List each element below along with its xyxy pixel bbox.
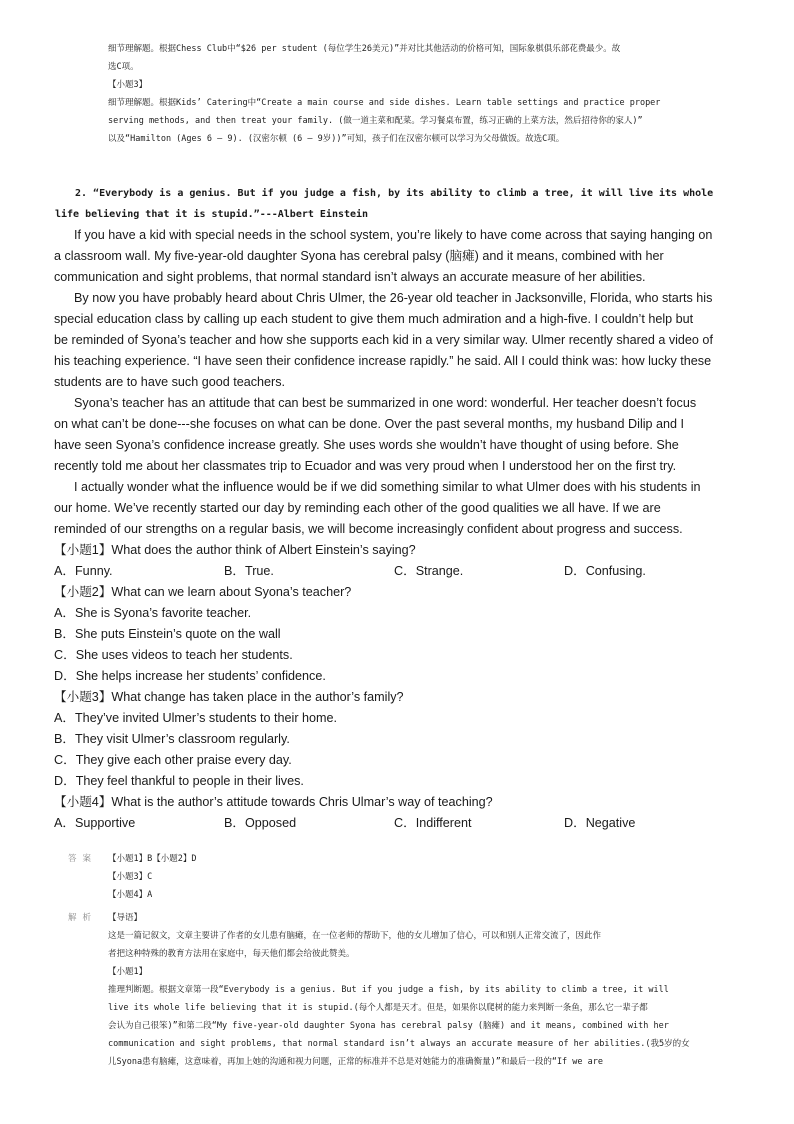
option: C．They give each other praise every day.: [54, 753, 292, 767]
answer-line: 【小题3】C: [108, 872, 153, 882]
passage-line: reminded of our strengths on a regular basis, we will become increasingly confident about progress and success.: [54, 522, 683, 536]
answer-label: 答案: [68, 854, 98, 864]
passage-line: on what can’t be done---she focuses on what can be done. Over the past several months, my husband Dilip and I: [54, 417, 685, 431]
passage-line: students are to have such good teachers.: [54, 375, 286, 389]
option: C．Strange.: [394, 564, 464, 578]
passage-line: recently told me about her classmates trip to Ecuador and was very proud when I understood her on the first try.: [54, 459, 677, 473]
question-header: [55, 183, 745, 225]
passage-line: be reminded of Syona’s teacher and how she supports each kid in a very similar way. Ulmer recently shared a video of: [54, 333, 713, 347]
passage-line: Syona’s teacher has an attitude that can best be summarized in one word: wonderful. Her teacher doesn’t focus: [74, 396, 697, 410]
options-row: [54, 813, 744, 834]
analysis-line: 儿Syona患有脑瘫，这意味着，再加上她的沟通和视力问题，正常的标准并不总是对她能力的准确衡量)”和最后一段的“If we are: [108, 1057, 604, 1067]
question-stem: 【小题2】What can we learn about Syona’s teacher?: [54, 585, 352, 599]
passage-line: have seen Syona’s confidence increase greatly. She uses words she wouldn’t have thought of using before. She: [54, 438, 679, 452]
options-row: [54, 561, 744, 582]
questions: [54, 540, 744, 834]
previous-question-analysis: [108, 40, 728, 148]
option: A．Funny.: [54, 564, 113, 578]
option: A．Supportive: [54, 816, 136, 830]
analysis-line: 者把这种特殊的教育方法用在家庭中，每天他们都会给彼此赞美。: [108, 949, 355, 959]
question-stem: 【小题4】What is the author’s attitude towards Chris Ulmar’s way of teaching?: [54, 795, 493, 809]
answer-line: 【小题4】A: [108, 890, 153, 900]
option: D．Confusing.: [564, 564, 646, 578]
reading-passage: [54, 225, 744, 540]
passage-line: If you have a kid with special needs in the school system, you’re likely to have come across that saying hanging on: [74, 228, 713, 242]
passage-line: By now you have probably heard about Chris Ulmer, the 26-year old teacher in Jacksonville, Florida, who starts his: [74, 291, 713, 305]
analysis-line: 会认为自己很笨)”和第二段“My five-year-old daughter Syona has cerebral palsy (脑瘫) and it means, combined with her: [108, 1021, 669, 1031]
question-title-line: life believing that it is stupid.”---Albert Einstein: [55, 209, 369, 220]
answer-line: 【小题1】B【小题2】D: [108, 854, 197, 864]
option: B．They visit Ulmer’s classroom regularly.: [54, 732, 290, 746]
passage-line: I actually wonder what the influence would be if we did something similar to what Ulmer does with his students in: [74, 480, 701, 494]
option: B．She puts Einstein’s quote on the wall: [54, 627, 281, 641]
passage-line: his teaching experience. “I have seen their confidence increase rapidly.” he said. All I could think was: how lucky these: [54, 354, 712, 368]
question-stem: 【小题3】What change has taken place in the author’s family?: [54, 690, 404, 704]
analysis-line: 选C项。: [108, 62, 139, 72]
question-title-line: 2. “Everybody is a genius. But if you judge a fish, by its ability to climb a tree, it will live its whole: [75, 188, 714, 199]
analysis-label: 解析: [68, 913, 98, 923]
option: C．Indifferent: [394, 816, 472, 830]
option: D．They feel thankful to people in their lives.: [54, 774, 304, 788]
option: A．She is Syona’s favorite teacher.: [54, 606, 252, 620]
analysis-line: serving methods, and then treat your family. (做一道主菜和配菜。学习餐桌布置，练习正确的上菜方法，然后招待你的家人)”: [108, 116, 643, 126]
analysis-line: communication and sight problems, that normal standard isn’t always an accurate measure of her abilities.(我5岁的女: [108, 1039, 690, 1049]
option: C．She uses videos to teach her students.: [54, 648, 293, 662]
passage-line: a classroom wall. My five-year-old daughter Syona has cerebral palsy (脑瘫) and it means, combined with her: [54, 249, 664, 263]
option: D．She helps increase her students’ confidence.: [54, 669, 326, 683]
option: A．They’ve invited Ulmer’s students to their home.: [54, 711, 338, 725]
analysis-line: 【小题1】: [108, 967, 148, 977]
analysis-line: 细节理解题。根据Chess Club中“$26 per student (每位学生26美元)”并对比其他活动的价格可知，国际象棋俱乐部花费最少。故: [108, 44, 621, 54]
analysis-block: [108, 909, 728, 1071]
subquestion-label: 【小题3】: [108, 80, 148, 90]
passage-line: special education class by calling up each student to give them much admiration and a high-five. I couldn’t help but: [54, 312, 694, 326]
passage-line: communication and sight problems, that normal standard isn’t always an accurate measure of her abilities.: [54, 270, 646, 284]
question-stem: 【小题1】What does the author think of Albert Einstein’s saying?: [54, 543, 416, 557]
option: B．Opposed: [224, 816, 297, 830]
analysis-line: live its whole life believing that it is stupid.(每个人都是天才。但是，如果你以爬树的能力来判断一条鱼，那么它一辈子都: [108, 1003, 648, 1013]
analysis-line: 这是一篇记叙文，文章主要讲了作者的女儿患有脑瘫，在一位老师的帮助下，他的女儿增加了信心，可以和别人正常交流了，因此作: [108, 931, 602, 941]
analysis-line: 以及“Hamilton (Ages 6 – 9). (汉密尔顿 (6 – 9岁))”可知，孩子们在汉密尔顿可以学习为父母做饭。故选C项。: [108, 134, 565, 144]
option: D．Negative: [564, 816, 636, 830]
analysis-line: 细节理解题。根据Kids’ Catering中“Create a main course and side dishes. Learn table settings and practice proper: [108, 98, 661, 108]
analysis-line: 推理判断题。根据文章第一段“Everybody is a genius. But if you judge a fish, by its ability to climb a tree, it will: [108, 985, 669, 995]
passage-line: our home. We’ve recently started our day by reminding each other of the good qualities we all have. If we are: [54, 501, 661, 515]
option: B．True.: [224, 564, 274, 578]
analysis-line: 【导语】: [108, 913, 143, 923]
answer-block: [108, 850, 728, 904]
